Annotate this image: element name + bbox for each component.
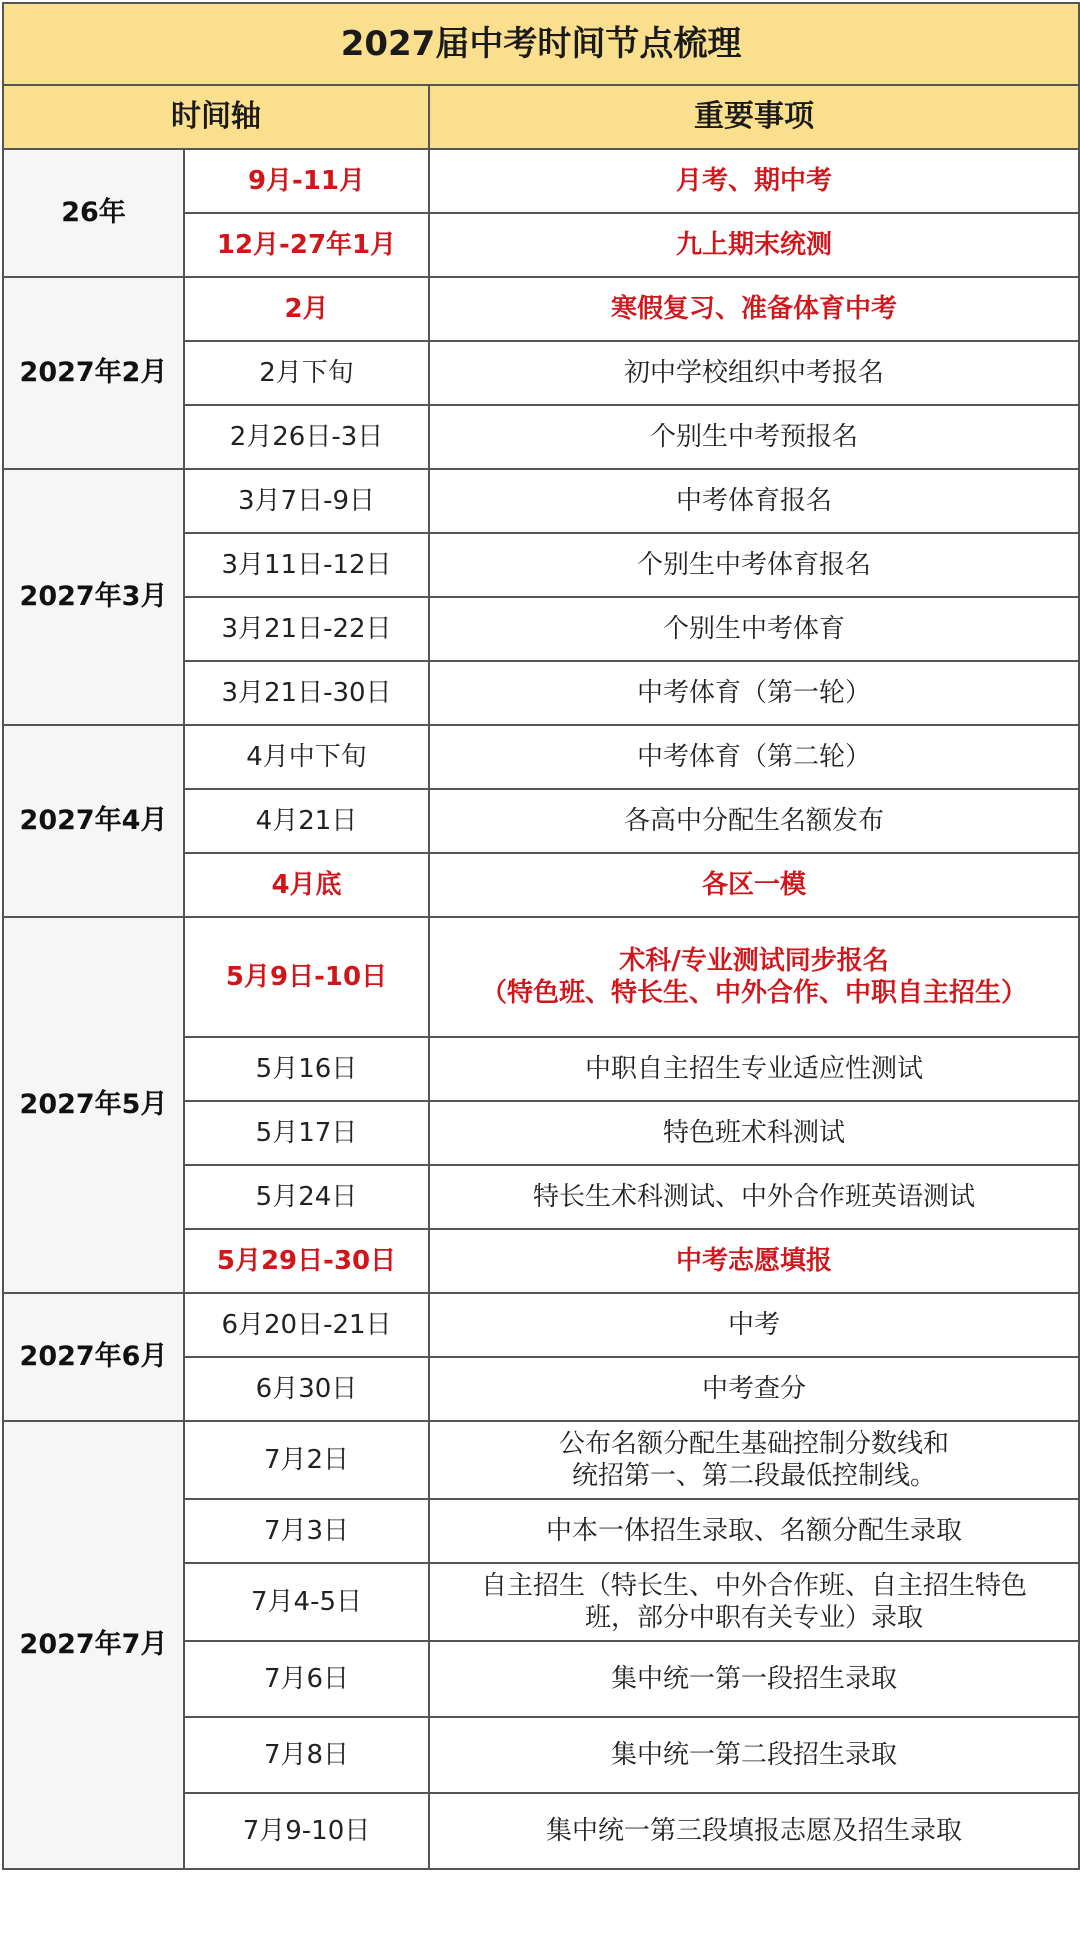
event-text: 个别生中考体育 bbox=[663, 613, 846, 644]
event-cell bbox=[429, 405, 1079, 469]
date-cell: 6月30日 bbox=[184, 1357, 429, 1421]
schedule-table bbox=[2, 2, 1080, 1870]
date-cell: 5月16日 bbox=[184, 1037, 429, 1101]
table-row bbox=[3, 469, 1079, 533]
event-text: 九上期末统测 bbox=[676, 229, 833, 260]
date-cell: 5月17日 bbox=[184, 1101, 429, 1165]
date-cell: 7月8日 bbox=[184, 1717, 429, 1793]
date-cell: 4月21日 bbox=[184, 789, 429, 853]
event-cell bbox=[429, 1717, 1079, 1793]
event-cell bbox=[429, 853, 1079, 917]
date-cell: 7月9-10日 bbox=[184, 1793, 429, 1869]
table-row bbox=[3, 1293, 1079, 1357]
event-text: 中考体育（第一轮） bbox=[637, 677, 872, 708]
year-cell: 2027年6月 bbox=[3, 1293, 184, 1421]
header-timeline: 时间轴 bbox=[3, 85, 429, 149]
event-cell bbox=[429, 213, 1079, 277]
event-cell bbox=[429, 1037, 1079, 1101]
event-cell bbox=[429, 1563, 1079, 1641]
date-cell: 3月11日-12日 bbox=[184, 533, 429, 597]
event-cell bbox=[429, 1101, 1079, 1165]
event-text: 中考查分 bbox=[702, 1373, 807, 1404]
event-text: 集中统一第三段填报志愿及招生录取 bbox=[546, 1815, 963, 1846]
event-cell bbox=[429, 1499, 1079, 1563]
date-cell: 2月26日-3日 bbox=[184, 405, 429, 469]
date-cell: 3月21日-22日 bbox=[184, 597, 429, 661]
event-text: 个别生中考预报名 bbox=[650, 421, 859, 452]
date-cell: 12月-27年1月 bbox=[184, 213, 429, 277]
event-text: 寒假复习、准备体育中考 bbox=[611, 293, 898, 324]
table-row bbox=[3, 149, 1079, 213]
event-text: 中考志愿填报 bbox=[676, 1245, 833, 1276]
year-cell: 2027年4月 bbox=[3, 725, 184, 917]
date-cell: 6月20日-21日 bbox=[184, 1293, 429, 1357]
event-text: 初中学校组织中考报名 bbox=[624, 357, 885, 388]
date-cell: 2月 bbox=[184, 277, 429, 341]
event-cell bbox=[429, 661, 1079, 725]
date-cell: 7月6日 bbox=[184, 1641, 429, 1717]
event-text: 集中统一第二段招生录取 bbox=[611, 1739, 898, 1770]
event-text-line2: （特色班、特长生、中外合作、中职自主招生） bbox=[481, 978, 1028, 1008]
event-cell bbox=[429, 1357, 1079, 1421]
event-cell bbox=[429, 1165, 1079, 1229]
event-cell bbox=[429, 469, 1079, 533]
event-cell bbox=[429, 597, 1079, 661]
event-text: 特色班术科测试 bbox=[663, 1117, 846, 1148]
event-cell bbox=[429, 533, 1079, 597]
table-row bbox=[3, 277, 1079, 341]
date-cell: 7月3日 bbox=[184, 1499, 429, 1563]
date-cell: 7月4-5日 bbox=[184, 1563, 429, 1641]
page-title: 2027届中考时间节点梳理 bbox=[3, 3, 1079, 85]
event-cell bbox=[429, 917, 1079, 1037]
year-cell: 2027年5月 bbox=[3, 917, 184, 1293]
event-text: 自主招生（特长生、中外合作班、自主招生特色 bbox=[481, 1570, 1028, 1601]
year-cell: 2027年2月 bbox=[3, 277, 184, 469]
date-cell: 5月9日-10日 bbox=[184, 917, 429, 1037]
date-cell: 2月下旬 bbox=[184, 341, 429, 405]
table-row bbox=[3, 917, 1079, 1037]
event-cell bbox=[429, 1229, 1079, 1293]
date-cell: 9月-11月 bbox=[184, 149, 429, 213]
event-cell bbox=[429, 1421, 1079, 1499]
date-cell: 7月2日 bbox=[184, 1421, 429, 1499]
year-cell: 26年 bbox=[3, 149, 184, 277]
header-events: 重要事项 bbox=[429, 85, 1079, 149]
event-cell bbox=[429, 1293, 1079, 1357]
event-cell bbox=[429, 789, 1079, 853]
date-cell: 3月7日-9日 bbox=[184, 469, 429, 533]
event-cell bbox=[429, 341, 1079, 405]
event-text-line2: 统招第一、第二段最低控制线。 bbox=[572, 1461, 937, 1491]
date-cell: 4月底 bbox=[184, 853, 429, 917]
event-text: 集中统一第一段招生录取 bbox=[611, 1663, 898, 1694]
date-cell: 5月29日-30日 bbox=[184, 1229, 429, 1293]
event-text: 中职自主招生专业适应性测试 bbox=[585, 1053, 924, 1084]
event-text-line2: 班，部分中职有关专业）录取 bbox=[585, 1603, 924, 1633]
table-row bbox=[3, 1421, 1079, 1499]
event-cell bbox=[429, 1793, 1079, 1869]
event-text: 月考、期中考 bbox=[676, 165, 833, 196]
date-cell: 5月24日 bbox=[184, 1165, 429, 1229]
event-text: 各高中分配生名额发布 bbox=[624, 805, 885, 836]
event-text: 中考 bbox=[728, 1309, 781, 1340]
event-text: 中考体育报名 bbox=[676, 485, 833, 516]
year-cell: 2027年7月 bbox=[3, 1421, 184, 1869]
event-text: 术科/专业测试同步报名 bbox=[619, 945, 889, 976]
event-cell bbox=[429, 1641, 1079, 1717]
date-cell: 3月21日-30日 bbox=[184, 661, 429, 725]
event-text: 中考体育（第二轮） bbox=[637, 741, 872, 772]
date-cell: 4月中下旬 bbox=[184, 725, 429, 789]
event-cell bbox=[429, 725, 1079, 789]
event-text: 特长生术科测试、中外合作班英语测试 bbox=[533, 1181, 976, 1212]
event-text: 个别生中考体育报名 bbox=[637, 549, 872, 580]
event-text: 中本一体招生录取、名额分配生录取 bbox=[546, 1515, 963, 1546]
table-row bbox=[3, 725, 1079, 789]
event-text: 公布名额分配生基础控制分数线和 bbox=[559, 1428, 950, 1459]
event-cell bbox=[429, 149, 1079, 213]
event-cell bbox=[429, 277, 1079, 341]
year-cell: 2027年3月 bbox=[3, 469, 184, 725]
event-text: 各区一模 bbox=[702, 869, 807, 900]
